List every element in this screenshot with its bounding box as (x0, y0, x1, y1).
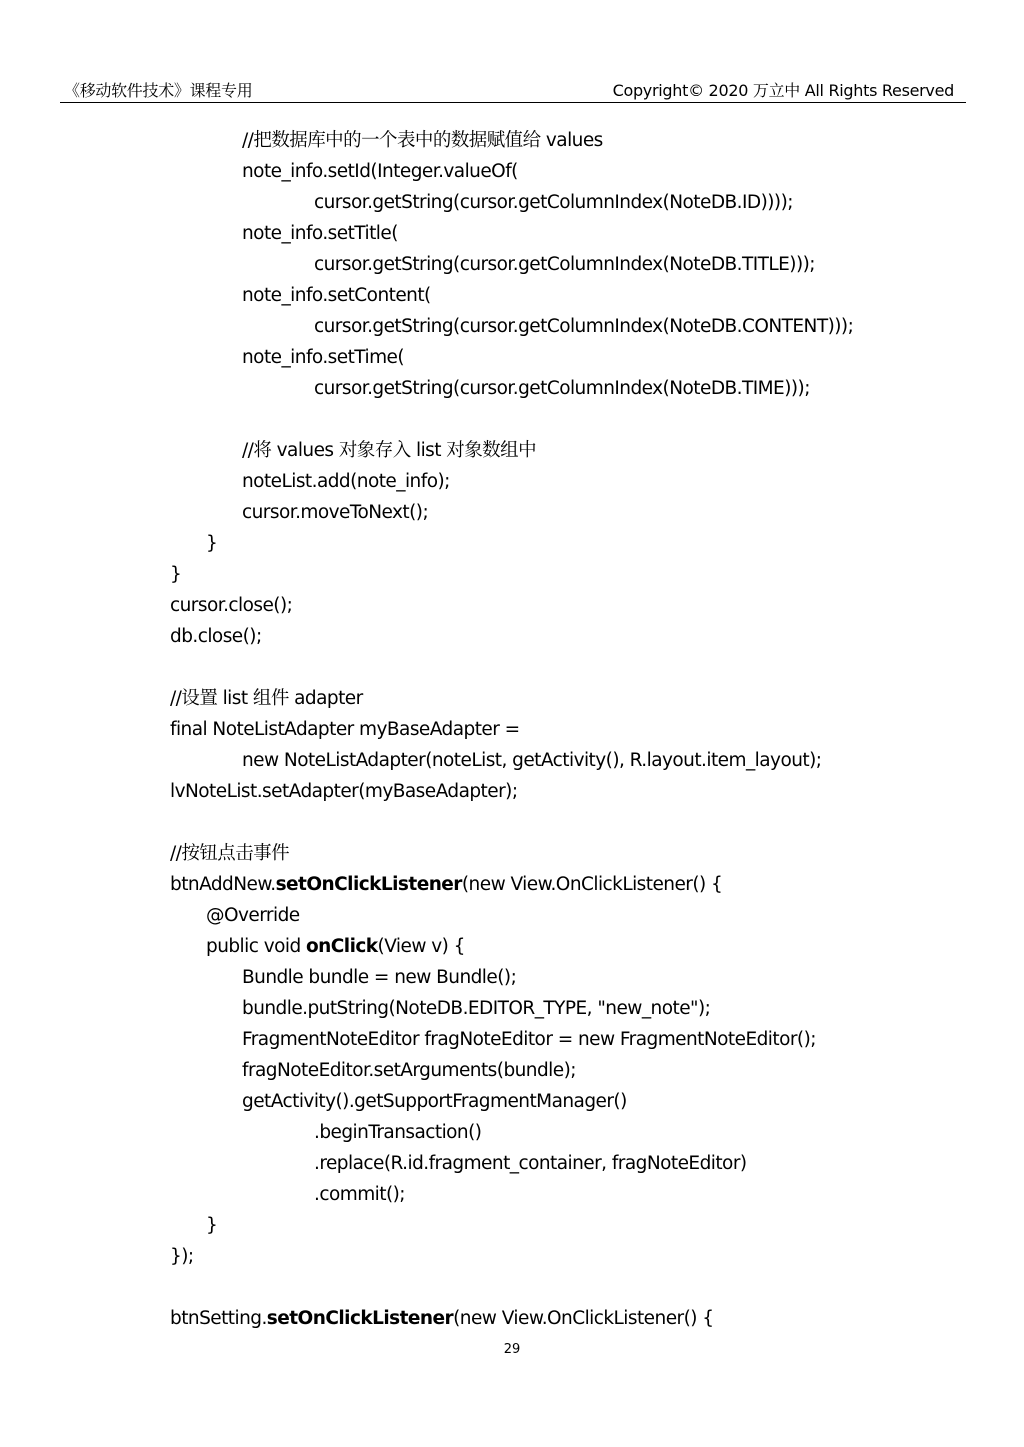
code-line (170, 559, 181, 590)
code-text: //按钮点击事件 (170, 843, 290, 864)
code-text: btnAddNew. (170, 874, 276, 895)
code-text: fragNoteEditor.setArguments(bundle); (242, 1060, 576, 1081)
code-line (242, 466, 450, 497)
code-keyword: setOnClickListener (266, 1308, 454, 1329)
code-text: cursor.getString(cursor.getColumnIndex(NoteDB.CONTENT))); (314, 316, 854, 337)
code-line (242, 1055, 576, 1086)
code-line (206, 1210, 217, 1241)
code-line (242, 125, 603, 156)
code-text: //把数据库中的一个表中的数据赋值给 values (242, 130, 603, 151)
code-text: note_info.setId(Integer.valueOf( (242, 161, 518, 182)
code-line (242, 962, 516, 993)
code-text: (View v) { (377, 936, 465, 957)
code-line (242, 342, 404, 373)
code-text: new NoteListAdapter(noteList, getActivity(), R.layout.item_layout); (242, 750, 822, 771)
code-line (242, 218, 398, 249)
code-text: .replace(R.id.fragment_container, fragNoteEditor) (314, 1153, 747, 1174)
code-text: @Override (206, 905, 300, 926)
code-text: Bundle bundle = new Bundle(); (242, 967, 517, 988)
code-text: noteList.add(note_info); (242, 471, 450, 492)
code-line (314, 187, 793, 218)
code-line (206, 528, 217, 559)
code-line (242, 1024, 816, 1055)
code-line (242, 993, 710, 1024)
course-title: 《移动软件技术》课程专用 (64, 81, 253, 100)
code-line (170, 590, 292, 621)
code-text: note_info.setTime( (242, 347, 405, 368)
code-line (242, 497, 428, 528)
page-header (60, 74, 966, 103)
code-text: cursor.moveToNext(); (242, 502, 429, 523)
code-text: cursor.close(); (170, 595, 293, 616)
code-line (242, 280, 431, 311)
code-text: }); (170, 1246, 194, 1267)
code-line (242, 156, 518, 187)
code-text: (new View.OnClickListener() { (453, 1308, 714, 1329)
code-text: //设置 list 组件 adapter (170, 688, 363, 709)
code-text: } (206, 533, 218, 554)
code-line (314, 311, 853, 342)
code-line (314, 373, 810, 404)
code-text: .commit(); (314, 1184, 405, 1205)
code-line (206, 900, 300, 931)
code-text: cursor.getString(cursor.getColumnIndex(NoteDB.ID)))); (314, 192, 793, 213)
code-text: cursor.getString(cursor.getColumnIndex(NoteDB.TITLE))); (314, 254, 815, 275)
code-line (170, 1303, 713, 1334)
code-line (242, 1086, 627, 1117)
code-text: bundle.putString(NoteDB.EDITOR_TYPE, "new_note"); (242, 998, 711, 1019)
code-text: lvNoteList.setAdapter(myBaseAdapter); (170, 781, 518, 802)
code-text: .beginTransaction() (314, 1122, 482, 1143)
code-text: FragmentNoteEditor fragNoteEditor = new FragmentNoteEditor(); (242, 1029, 816, 1050)
code-line (170, 621, 262, 652)
code-line (170, 1241, 194, 1272)
code-text: btnSetting. (170, 1308, 267, 1329)
code-text: cursor.getString(cursor.getColumnIndex(NoteDB.TIME))); (314, 378, 810, 399)
code-line (206, 931, 465, 962)
code-text: public void (206, 936, 306, 957)
page-number: 29 (503, 1342, 521, 1357)
code-text: db.close(); (170, 626, 262, 647)
code-text: note_info.setTitle( (242, 223, 398, 244)
code-line (314, 1117, 481, 1148)
code-line (170, 683, 363, 714)
code-line (170, 776, 518, 807)
code-text: note_info.setContent( (242, 285, 431, 306)
code-line (170, 838, 289, 869)
code-keyword: onClick (305, 936, 378, 957)
code-line (170, 869, 722, 900)
code-text: } (206, 1215, 218, 1236)
code-text: } (170, 564, 182, 585)
code-keyword: setOnClickListener (275, 874, 462, 895)
copyright-notice: Copyright© 2020 万立中 All Rights Reserved (612, 81, 954, 100)
code-line (242, 745, 821, 776)
code-line (314, 249, 815, 280)
code-line (242, 435, 536, 466)
code-text: getActivity().getSupportFragmentManager() (242, 1091, 627, 1112)
code-text: final NoteListAdapter myBaseAdapter = (170, 719, 520, 740)
code-text: (new View.OnClickListener() { (461, 874, 723, 895)
code-line (314, 1179, 405, 1210)
code-line (170, 714, 520, 745)
code-text: //将 values 对象存入 list 对象数组中 (242, 440, 537, 461)
code-line (314, 1148, 747, 1179)
